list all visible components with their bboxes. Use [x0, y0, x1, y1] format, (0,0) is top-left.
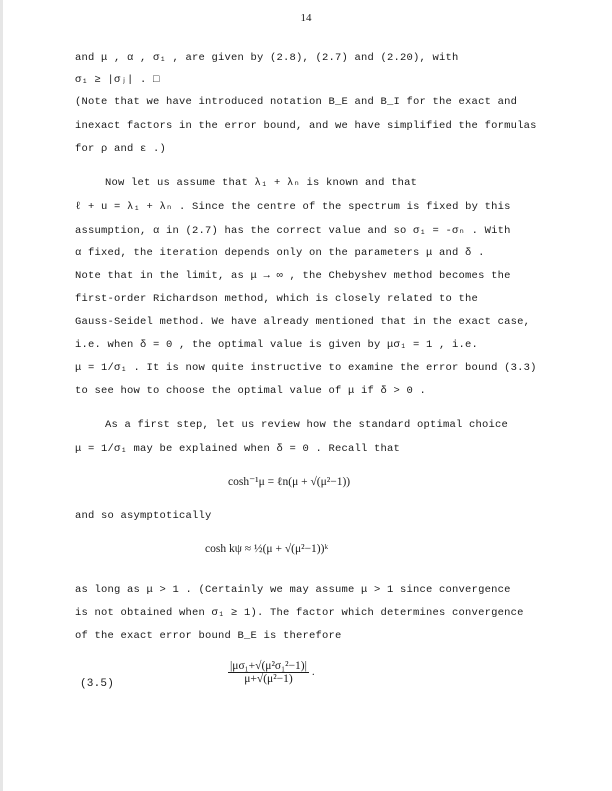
paragraph2-line2: ℓ + u = λ₁ + λₙ . Since the centre of the spectrum is fixed by this: [75, 201, 511, 213]
paragraph1-line4: inexact factors in the error bound, and we have simplified the formulas: [75, 120, 537, 132]
equation3-period: .: [311, 666, 315, 679]
text-asymptotically: and so asymptotically: [75, 510, 212, 522]
paragraph1-line5: for ρ and ε .): [75, 143, 167, 155]
equation-cosh-asymptotic: cosh kψ ≈ ½(μ + √(μ²−1))ᵏ: [205, 543, 329, 555]
paragraph1-line1: and μ , α , σ₁ , are given by (2.8), (2.7) and (2.20), with: [75, 52, 459, 64]
equation3-numerator: |μσ₁+√(μ²σ₁²−1)|: [230, 660, 307, 672]
paragraph4-line3: of the exact error bound B_E is therefore: [75, 630, 342, 642]
paragraph3-line2: μ = 1/σ₁ may be explained when δ = 0 . Recall that: [75, 443, 401, 455]
scan-edge: [0, 0, 3, 791]
paragraph2-line1: Now let us assume that λ₁ + λₙ is known and that: [105, 177, 418, 189]
paragraph1-line2: σ₁ ≥ |σⱼ| . □: [75, 74, 160, 86]
paragraph2-line10: to see how to choose the optimal value of μ if δ > 0 .: [75, 385, 427, 397]
equation-label: (3.5): [80, 678, 115, 690]
paragraph2-line9: μ = 1/σ₁ . It is now quite instructive to examine the error bound (3.3): [75, 362, 537, 374]
paragraph4-line2: is not obtained when σ₁ ≥ 1). The factor which determines convergence: [75, 607, 524, 619]
paragraph3-line1: As a first step, let us review how the standard optimal choice: [105, 419, 509, 431]
paragraph2-line5: Note that in the limit, as μ → ∞ , the Chebyshev method becomes the: [75, 270, 511, 282]
equation-convergence-factor: [228, 660, 315, 685]
paragraph4-line1: as long as μ > 1 . (Certainly we may assume μ > 1 since convergence: [75, 584, 511, 596]
paragraph2-line7: Gauss-Seidel method. We have already mentioned that in the exact case,: [75, 316, 531, 328]
paragraph1-line3: (Note that we have introduced notation B_E and B_I for the exact and: [75, 96, 518, 108]
paragraph2-line6: first-order Richardson method, which is closely related to the: [75, 293, 479, 305]
page-number: 14: [300, 12, 312, 24]
paragraph2-line3: assumption, α in (2.7) has the correct value and so σ₁ = -σₙ . With: [75, 225, 511, 237]
paragraph2-line8: i.e. when δ = 0 , the optimal value is given by μσ₁ = 1 , i.e.: [75, 339, 479, 351]
equation3-denominator: μ+√(μ²−1): [244, 673, 293, 685]
paragraph2-line4: α fixed, the iteration depends only on the parameters μ and δ .: [75, 247, 485, 259]
equation-arccosh: cosh⁻¹μ = ℓn(μ + √(μ²−1)): [228, 476, 351, 488]
